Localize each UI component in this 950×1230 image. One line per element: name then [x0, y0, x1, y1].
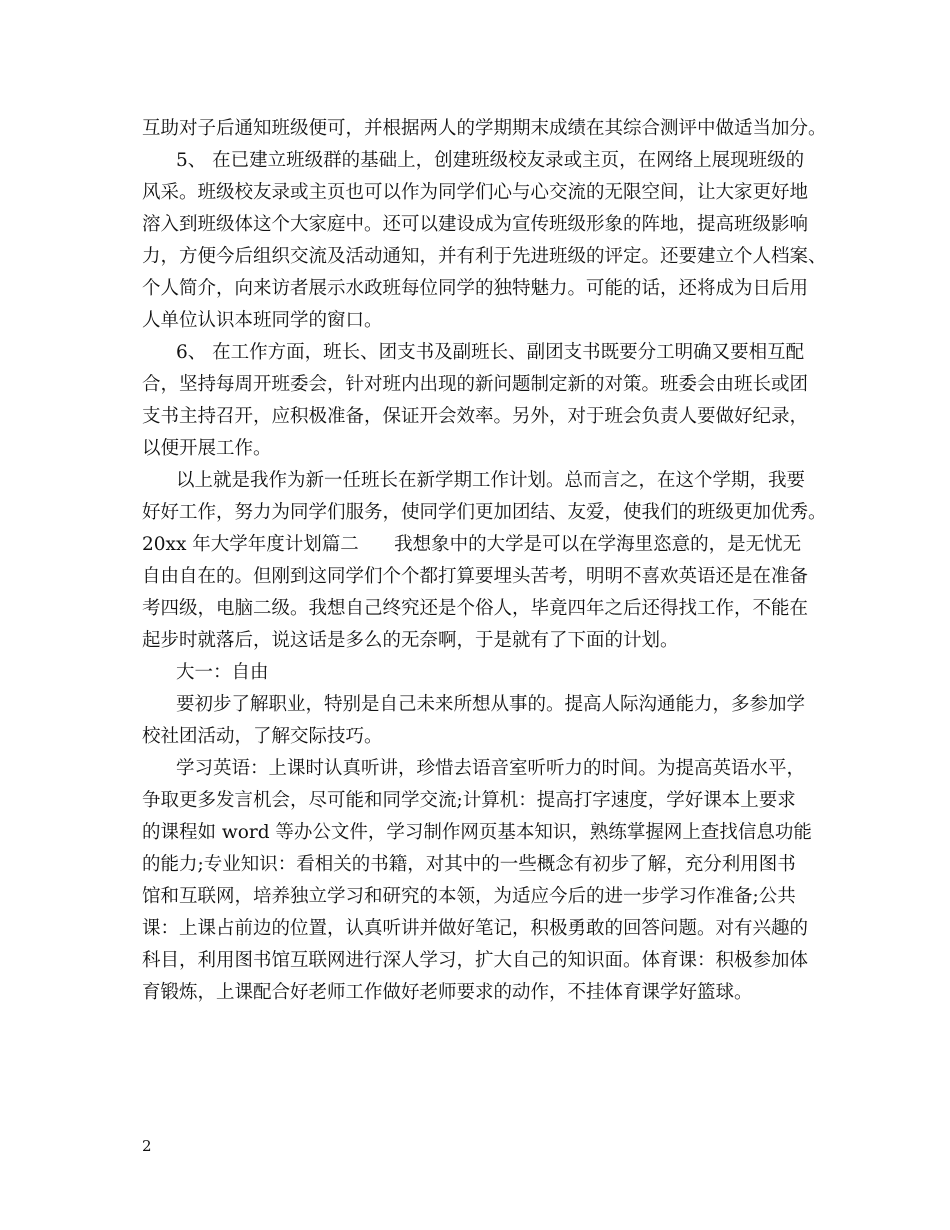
- text-line: 合，坚持每周开班委会，针对班内出现的新问题制定新的对策。班委会由班长或团: [142, 374, 809, 395]
- text-line: 馆和互联网，培养独立学习和研究的本领，为适应今后的进一步学习作准备;公共: [142, 886, 796, 907]
- text-line: 好好工作，努力为同学们服务，使同学们更加团结、友爱，使我们的班级更加优秀。: [142, 502, 827, 523]
- text-line: 人单位认识本班同学的窗口。: [142, 310, 383, 331]
- text-line: 以上就是我作为新一任班长在新学期工作计划。总而言之，在这个学期，我要: [176, 470, 806, 491]
- text-line: 力，方便今后组织交流及活动通知，并有利于先进班级的评定。还要建立个人档案、: [142, 246, 827, 267]
- text-line: 6、 在工作方面，班长、团支书及副班长、副团支书既要分工明确又要相互配: [176, 342, 805, 363]
- text-line: 争取更多发言机会，尽可能和同学交流;计算机：提高打字速度，学好课本上要求: [142, 790, 796, 811]
- text-line: 个人简介，向来访者展示水政班每位同学的独特魅力。可能的话，还将成为日后用: [142, 278, 809, 299]
- text-line: 学习英语：上课时认真听讲，珍惜去语音室听听力的时间。为提高英语水平，: [176, 758, 806, 779]
- text-line: 要初步了解职业，特别是自己未来所想从事的。提高人际沟通能力，多参加学: [176, 694, 806, 715]
- text-line: 起步时就落后，说这话是多么的无奈啊，于是就有了下面的计划。: [142, 630, 679, 651]
- text-line: 的能力;专业知识：看相关的书籍，对其中的一些概念有初步了解，充分利用图书: [142, 854, 796, 875]
- text-line: 育锻炼，上课配合好老师工作做好老师要求的动作，不挂体育课学好篮球。: [142, 982, 753, 1003]
- text-line: 自由自在的。但刚到这同学们个个都打算要埋头苦考，明明不喜欢英语还是在准备: [142, 566, 809, 587]
- text-line: 校社团活动，了解交际技巧。: [142, 726, 383, 747]
- text-line: 以便开展工作。: [142, 438, 272, 459]
- section-heading: 大一：自由: [176, 662, 269, 683]
- page-number: 2: [142, 1137, 152, 1155]
- text-line: 互助对子后通知班级便可，并根据两人的学期期末成绩在其综合测评中做适当加分。: [142, 118, 827, 139]
- text-line: 5、 在已建立班级群的基础上，创建班级校友录或主页，在网络上展现班级的: [176, 150, 805, 171]
- text-line: 风采。班级校友录或主页也可以作为同学们心与心交流的无限空间，让大家更好地: [142, 182, 809, 203]
- text-line: 的课程如 word 等办公文件，学习制作网页基本知识，熟练掌握网上查找信息功能: [142, 822, 812, 843]
- document-body: [142, 113, 827, 1009]
- text-line: 课：上课占前边的位置，认真听讲并做好笔记，积极勇敢的回答问题。对有兴趣的: [142, 918, 809, 939]
- text-line: 支书主持召开，应积极准备，保证开会效率。另外，对于班会负责人要做好纪录，: [142, 406, 809, 427]
- text-line: 溶入到班级体这个大家庭中。还可以建设成为宣传班级形象的阵地，提高班级影响: [142, 214, 809, 235]
- text-line: 科目，利用图书馆互联网进行深人学习，扩大自己的知识面。体育课：积极参加体: [142, 950, 809, 971]
- text-line: 考四级，电脑二级。我想自己终究还是个俗人，毕竟四年之后还得找工作，不能在: [142, 598, 809, 619]
- text-line: 20xx 年大学年度计划篇二 我想象中的大学是可以在学海里恣意的，是无忧无: [142, 534, 802, 555]
